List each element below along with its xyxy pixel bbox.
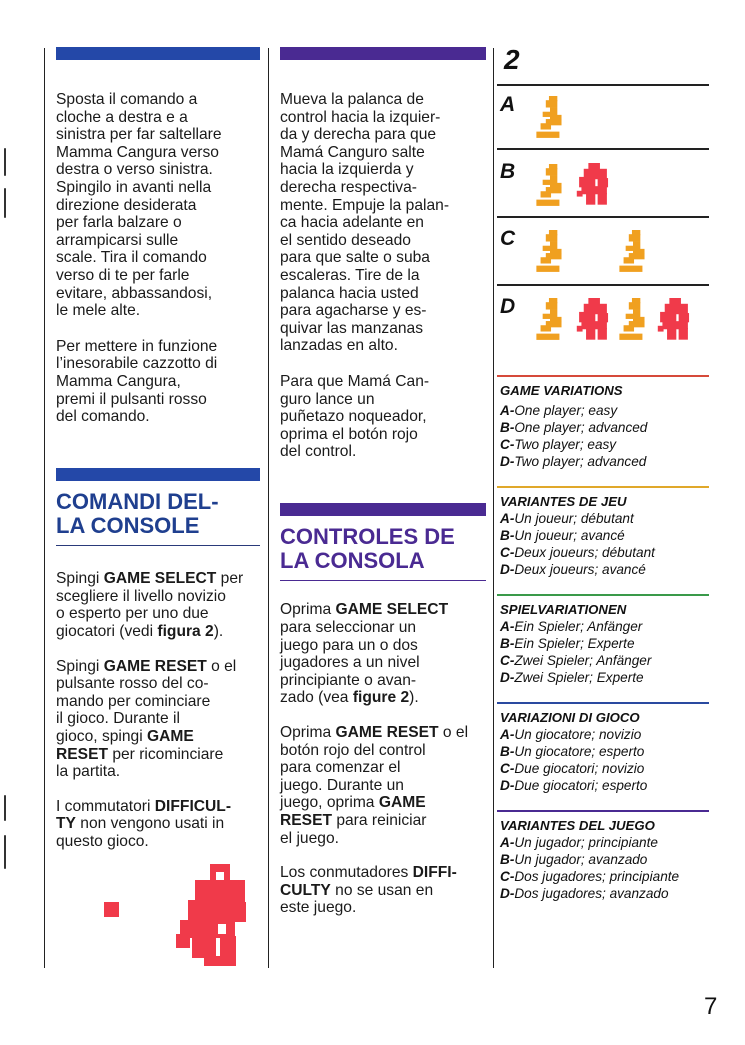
- column-divider: [268, 48, 269, 968]
- monkey-sprite: [657, 298, 691, 342]
- spanish-game-reset-paragraph: Oprima GAME RESET o el botón rojo del control para comenzar el juego. Durante un juego, oprima GAME RESET para reiniciar el juego.: [280, 723, 469, 847]
- figure-row-letter-c: C: [500, 227, 516, 250]
- kangaroo-sprite: [535, 164, 565, 208]
- variation-item: C-Zwei Spieler; Anfänger: [500, 653, 652, 668]
- spanish-heading-bar: [280, 503, 486, 516]
- variation-title-english: GAME VARIATIONS: [500, 383, 623, 398]
- variation-item: C-Two player; easy: [500, 437, 617, 452]
- binding-mark: [4, 188, 6, 218]
- variation-item: A-One player; easy: [500, 403, 618, 418]
- italian-game-select-paragraph: Spingi GAME SELECT per scegliere il livello novizio o esperto per uno due giocatori (vedi figura 2).: [56, 570, 244, 640]
- variation-rule-spanish: [497, 810, 709, 812]
- figure-rule: [497, 216, 709, 218]
- spanish-column: [280, 47, 486, 917]
- spanish-difficulty-paragraph: Los conmutadores DIFFI- CULTY no se usan en este juego.: [280, 864, 457, 917]
- variation-title-french: VARIANTES DE JEU: [500, 494, 627, 509]
- figure-row-letter-d: D: [500, 295, 516, 318]
- spanish-section-heading: CONTROLES DE LA CONSOLA: [280, 523, 455, 573]
- figure-rule: [497, 148, 709, 150]
- variation-item: D-Dos jugadores; avanzado: [500, 886, 669, 901]
- figure-row-letter-a: A: [500, 93, 516, 116]
- variation-item: B-Un giocatore; esperto: [500, 744, 645, 759]
- variation-item: B-One player; advanced: [500, 420, 648, 435]
- variation-item: D-Two player; advanced: [500, 454, 647, 469]
- variation-item: B-Un joueur; avancé: [500, 528, 625, 543]
- variation-item: D-Zwei Spieler; Experte: [500, 670, 644, 685]
- variation-item: A-Un giocatore; novizio: [500, 727, 642, 742]
- variation-item: C-Dos jugadores; principiante: [500, 869, 680, 884]
- variation-item: A-Ein Spieler; Anfänger: [500, 619, 643, 634]
- variation-item: B-Ein Spieler; Experte: [500, 636, 635, 651]
- variation-title-spanish: VARIANTES DEL JUEGO: [500, 818, 655, 833]
- monkey-illustration: [100, 862, 260, 972]
- column-divider: [493, 48, 494, 968]
- variation-rule-french: [497, 486, 709, 488]
- italian-section-heading: COMANDI DEL- LA CONSOLE: [56, 488, 219, 538]
- italian-top-bar: [56, 47, 260, 60]
- variation-item: C-Due giocatori; novizio: [500, 761, 645, 776]
- monkey-sprite: [576, 298, 610, 342]
- variation-item: B-Un jugador; avanzado: [500, 852, 648, 867]
- variation-rule-english: [497, 375, 709, 377]
- figure-rule: [497, 284, 709, 286]
- italian-game-reset-paragraph: Spingi GAME RESET o el pulsante rosso del co- mando per cominciare il gioco. Durante il gioco, spingi GAME RESET per ricominciare la partita.: [56, 657, 237, 781]
- kangaroo-sprite: [535, 230, 565, 274]
- spanish-heading-rule: [280, 580, 486, 582]
- variation-item: A-Un joueur; débutant: [500, 511, 634, 526]
- page-number: 7: [704, 993, 718, 1020]
- figure-row-letter-b: B: [500, 160, 516, 183]
- binding-mark: [4, 148, 6, 176]
- spanish-game-select-paragraph: Oprima GAME SELECT para seleccionar un juego para un o dos jugadores a un nivel principiante o avan- zado (vea figure 2).: [280, 601, 449, 707]
- figure-rule: [497, 84, 709, 86]
- figure-number: 2: [504, 44, 520, 75]
- variation-rule-german: [497, 594, 709, 596]
- variation-title-german: SPIELVARIATIONEN: [500, 602, 627, 617]
- variation-item: D-Deux joueurs; avancé: [500, 562, 646, 577]
- italian-intro-1: Sposta il comando a cloche a destra e a sinistra per far saltellare Mamma Cangura verso destra o verso sinistra. Spingilo in avanti nella direzione desiderata per farla balzare o arrampicarsi sulle scale. Tira il comando verso di te per farle evitare, abbassandosi, le mele alte.: [56, 91, 222, 320]
- kangaroo-sprite: [535, 298, 565, 342]
- variation-rule-italian: [497, 702, 709, 704]
- binding-mark: [4, 795, 6, 821]
- binding-mark: [4, 835, 6, 869]
- spanish-intro-2: Para que Mamá Can- guro lance un puñetazo noqueador, oprima el botón rojo del control.: [280, 372, 430, 461]
- italian-heading-bar: [56, 468, 260, 481]
- spanish-intro-1: Mueva la palanca de control hacia la izquier- da y derecha para que Mamá Canguro salte hacia la izquierda y derecha respectiva- mente. Empuje la palan- ca hacia adelante en el sentido deseado para que salte o suba escaleras. Tire de la palanca hacia usted para agacharse y es- quivar las manzanas lanzadas en alto.: [280, 91, 450, 355]
- monkey-sprite: [576, 163, 610, 207]
- variation-title-italian: VARIAZIONI DI GIOCO: [500, 710, 640, 725]
- variation-item: D-Due giocatori; esperto: [500, 778, 648, 793]
- italian-intro-2: Per mettere in funzione l’inesorabile cazzotto di Mamma Cangura, premi il pulsanti rosso del comando.: [56, 337, 218, 426]
- kangaroo-sprite: [618, 298, 648, 342]
- italian-heading-rule: [56, 545, 260, 547]
- variation-item: A-Un jugador; principiante: [500, 835, 658, 850]
- column-divider: [44, 48, 45, 968]
- variation-item: C-Deux joueurs; débutant: [500, 545, 655, 560]
- italian-column: [56, 47, 260, 851]
- kangaroo-sprite: [535, 96, 565, 140]
- spanish-top-bar: [280, 47, 486, 60]
- italian-difficulty-paragraph: I commutatori DIFFICUL- TY non vengono usati in questo gioco.: [56, 797, 232, 850]
- kangaroo-sprite: [618, 230, 648, 274]
